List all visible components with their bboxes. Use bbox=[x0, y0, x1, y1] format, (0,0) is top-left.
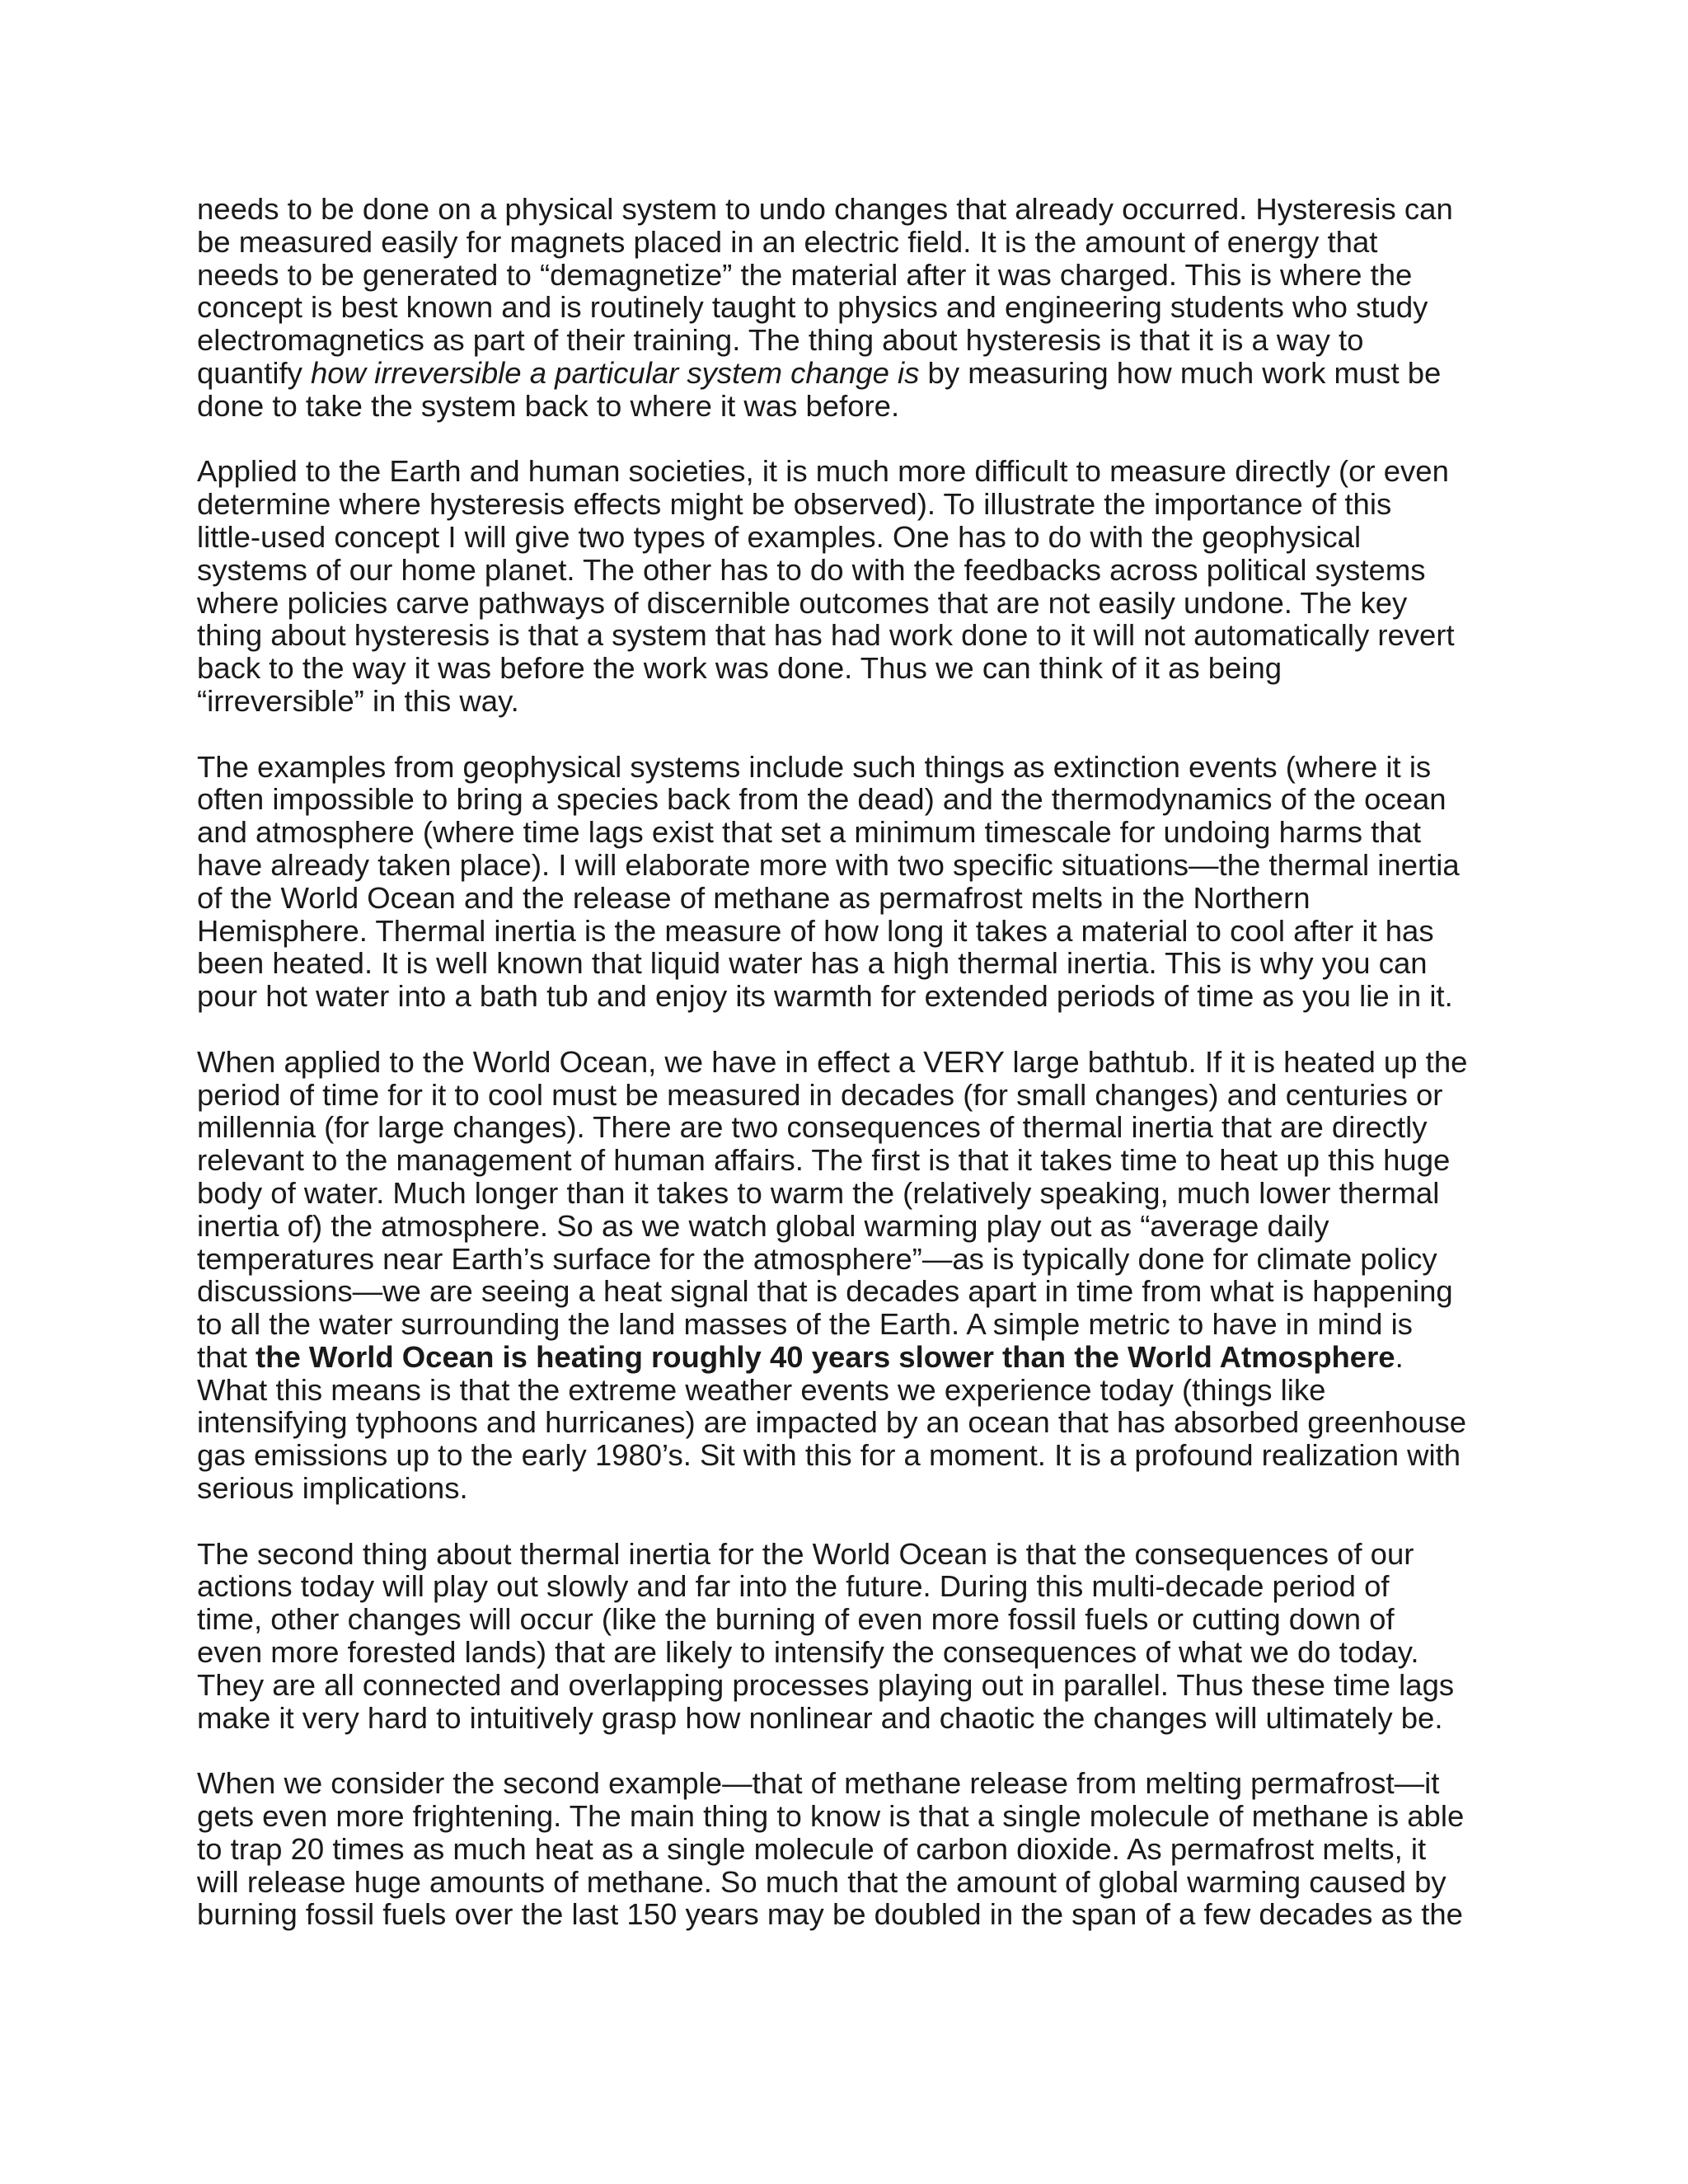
text-line bbox=[197, 915, 1499, 948]
line-text: The second thing about thermal inertia for the World Ocean is that the consequences of our bbox=[197, 1536, 1414, 1571]
text-line bbox=[197, 980, 1499, 1013]
line-text: will release huge amounts of methane. So much that the amount of global warming caused by bbox=[197, 1864, 1447, 1899]
text-line bbox=[197, 1898, 1499, 1931]
body-paragraph bbox=[197, 455, 1499, 717]
line-text: . bbox=[1395, 1339, 1404, 1374]
text-line bbox=[197, 685, 1499, 718]
line-text: often impossible to bring a species back from the dead) and the thermodynamics of the ocean bbox=[197, 782, 1447, 817]
line-text: back to the way it was before the work was done. Thus we can think of it as being bbox=[197, 651, 1282, 686]
line-text: relevant to the management of human affairs. The first is that it takes time to heat up this huge bbox=[197, 1143, 1451, 1178]
text-line bbox=[197, 1767, 1499, 1800]
text-line bbox=[197, 1538, 1499, 1571]
text-line bbox=[197, 1177, 1499, 1210]
text-line bbox=[197, 1374, 1499, 1407]
text-line bbox=[197, 357, 1499, 390]
body-paragraph bbox=[197, 1046, 1499, 1505]
line-text: body of water. Much longer than it takes to warm the (relatively speaking, much lower thermal bbox=[197, 1175, 1440, 1210]
bold-text: the World Ocean is heating roughly 40 years slower than the World Atmosphere bbox=[256, 1339, 1395, 1374]
line-text: quantify bbox=[197, 355, 311, 390]
line-text: that bbox=[197, 1339, 256, 1374]
emphasized-text: how irreversible a particular system change is bbox=[310, 355, 920, 390]
text-line bbox=[197, 1439, 1499, 1472]
text-line bbox=[197, 1341, 1499, 1374]
line-text: millennia (for large changes). There are two consequences of thermal inertia that are directly bbox=[197, 1110, 1428, 1145]
line-text: discussions—we are seeing a heat signal that is decades apart in time from what is happening bbox=[197, 1274, 1453, 1309]
line-text: be measured easily for magnets placed in an electric field. It is the amount of energy that bbox=[197, 224, 1378, 259]
line-text: They are all connected and overlapping processes playing out in parallel. Thus these time lags bbox=[197, 1667, 1455, 1702]
text-line bbox=[197, 1800, 1499, 1833]
line-text: period of time for it to cool must be measured in decades (for small changes) and centuries or bbox=[197, 1077, 1443, 1112]
line-text: intensifying typhoons and hurricanes) are impacted by an ocean that has absorbed greenhouse bbox=[197, 1405, 1467, 1440]
line-text: gets even more frightening. The main thing to know is that a single molecule of methane is able bbox=[197, 1799, 1465, 1834]
text-line bbox=[197, 324, 1499, 357]
text-line bbox=[197, 291, 1499, 324]
text-line bbox=[197, 193, 1499, 226]
line-text: What this means is that the extreme weather events we experience today (things like bbox=[197, 1372, 1326, 1407]
line-text: systems of our home planet. The other has to do with the feedbacks across political systems bbox=[197, 552, 1426, 587]
text-line bbox=[197, 1144, 1499, 1177]
text-line bbox=[197, 226, 1499, 259]
line-text: “irreversible” in this way. bbox=[197, 683, 519, 718]
line-text: burning fossil fuels over the last 150 years may be doubled in the span of a few decades as the bbox=[197, 1897, 1463, 1932]
line-text: gas emissions up to the early 1980’s. Sit with this for a moment. It is a profound realization with bbox=[197, 1438, 1461, 1473]
body-paragraph bbox=[197, 1538, 1499, 1735]
line-text: done to take the system back to where it was before. bbox=[197, 388, 900, 423]
line-text: Applied to the Earth and human societies, it is much more difficult to measure directly (or even bbox=[197, 454, 1449, 489]
text-line bbox=[197, 1702, 1499, 1735]
line-text: to all the water surrounding the land masses of the Earth. A simple metric to have in mind is bbox=[197, 1307, 1413, 1342]
text-line bbox=[197, 390, 1499, 423]
text-line bbox=[197, 751, 1499, 784]
text-line bbox=[197, 947, 1499, 980]
text-line bbox=[197, 1210, 1499, 1243]
line-text: inertia of) the atmosphere. So as we watch global warming play out as “average daily bbox=[197, 1208, 1329, 1243]
line-text: to trap 20 times as much heat as a single molecule of carbon dioxide. As permafrost melts, it bbox=[197, 1831, 1427, 1866]
text-line bbox=[197, 488, 1499, 521]
line-text: by measuring how much work must be bbox=[919, 355, 1442, 390]
line-text: have already taken place). I will elaborate more with two specific situations—the thermal inertia bbox=[197, 847, 1460, 882]
text-line bbox=[197, 1046, 1499, 1079]
text-line bbox=[197, 816, 1499, 849]
text-line bbox=[197, 619, 1499, 652]
line-text: of the World Ocean and the release of methane as permafrost melts in the Northern bbox=[197, 880, 1311, 915]
text-line bbox=[197, 1111, 1499, 1144]
text-line bbox=[197, 1636, 1499, 1669]
body-paragraph bbox=[197, 751, 1499, 1013]
line-text: pour hot water into a bath tub and enjoy its warmth for extended periods of time as you lie in it. bbox=[197, 979, 1453, 1014]
body-paragraph bbox=[197, 193, 1499, 423]
text-line bbox=[197, 554, 1499, 587]
text-line bbox=[197, 259, 1499, 292]
text-line bbox=[197, 882, 1499, 915]
line-text: determine where hysteresis effects might be observed). To illustrate the importance of this bbox=[197, 487, 1392, 522]
text-line bbox=[197, 521, 1499, 554]
line-text: When we consider the second example—that of methane release from melting permafrost—it bbox=[197, 1766, 1440, 1801]
text-line bbox=[197, 1866, 1499, 1899]
text-line bbox=[197, 1472, 1499, 1505]
text-line bbox=[197, 1669, 1499, 1702]
text-line bbox=[197, 652, 1499, 685]
document-page bbox=[197, 193, 1499, 1931]
line-text: needs to be generated to “demagnetize” the material after it was charged. This is where the bbox=[197, 257, 1413, 292]
text-line bbox=[197, 1406, 1499, 1439]
line-text: even more forested lands) that are likely to intensify the consequences of what we do today. bbox=[197, 1635, 1419, 1670]
line-text: time, other changes will occur (like the burning of even more fossil fuels or cutting down of bbox=[197, 1602, 1395, 1637]
line-text: needs to be done on a physical system to undo changes that already occurred. Hysteresis can bbox=[197, 192, 1453, 226]
line-text: temperatures near Earth’s surface for the atmosphere”—as is typically done for climate policy bbox=[197, 1241, 1437, 1276]
line-text: concept is best known and is routinely taught to physics and engineering students who study bbox=[197, 290, 1428, 325]
line-text: Hemisphere. Thermal inertia is the measure of how long it takes a material to cool after it has bbox=[197, 913, 1434, 948]
text-line bbox=[197, 1603, 1499, 1636]
line-text: little-used concept I will give two types of examples. One has to do with the geophysical bbox=[197, 519, 1362, 554]
line-text: The examples from geophysical systems include such things as extinction events (where it is bbox=[197, 749, 1432, 784]
text-line bbox=[197, 1833, 1499, 1866]
line-text: electromagnetics as part of their training. The thing about hysteresis is that it is a way to bbox=[197, 323, 1364, 358]
text-line bbox=[197, 1079, 1499, 1112]
text-line bbox=[197, 1275, 1499, 1308]
line-text: make it very hard to intuitively grasp how nonlinear and chaotic the changes will ultimately be. bbox=[197, 1700, 1443, 1735]
line-text: actions today will play out slowly and far into the future. During this multi-decade period of bbox=[197, 1569, 1390, 1604]
text-line bbox=[197, 1570, 1499, 1603]
text-line bbox=[197, 1308, 1499, 1341]
line-text: When applied to the World Ocean, we have in effect a VERY large bathtub. If it is heated up the bbox=[197, 1044, 1468, 1079]
body-paragraph bbox=[197, 1767, 1499, 1931]
line-text: thing about hysteresis is that a system that has had work done to it will not automatically revert bbox=[197, 618, 1455, 653]
text-line bbox=[197, 455, 1499, 488]
text-line bbox=[197, 1243, 1499, 1276]
text-line bbox=[197, 783, 1499, 816]
line-text: serious implications. bbox=[197, 1471, 468, 1506]
line-text: where policies carve pathways of discernible outcomes that are not easily undone. The key bbox=[197, 585, 1408, 620]
line-text: been heated. It is well known that liquid water has a high thermal inertia. This is why you can bbox=[197, 946, 1428, 981]
text-line bbox=[197, 587, 1499, 620]
line-text: and atmosphere (where time lags exist that set a minimum timescale for undoing harms that bbox=[197, 815, 1422, 850]
text-line bbox=[197, 849, 1499, 882]
